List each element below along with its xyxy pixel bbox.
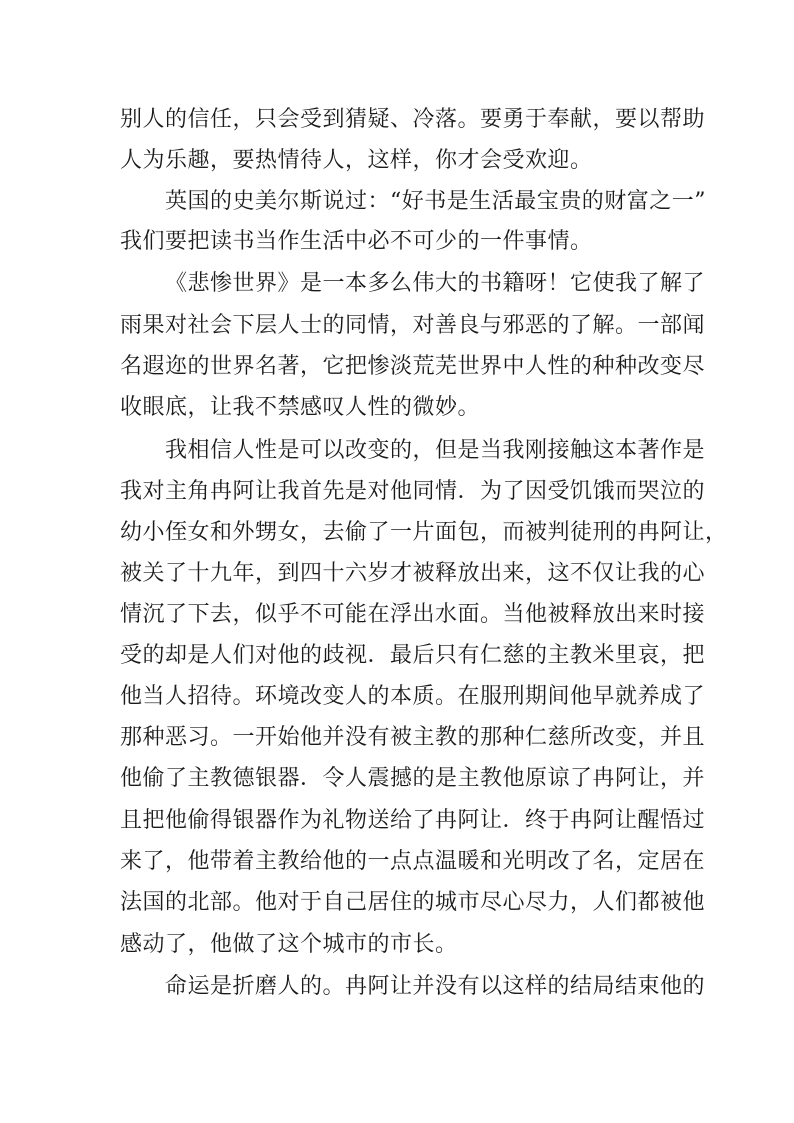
text-line: 别人的信任，只会受到猜疑、冷落。要勇于奉献，要以帮助 xyxy=(120,107,706,132)
text-line: 被关了十九年，到四十六岁才被释放出来，这不仅让我的心 xyxy=(120,561,706,586)
text-line: 名遐迩的世界名著，它把惨淡荒芜世界中人性的种种改变尽 xyxy=(120,354,706,379)
text-line: 受的却是人们对他的歧视．最后只有仁慈的主教米里哀，把 xyxy=(120,643,706,668)
text-line: 法国的北部。他对于自己居住的城市尽心尽力，人们都被他 xyxy=(120,890,706,915)
text-line: 他当人招待。环境改变人的本质。在服刑期间他早就养成了 xyxy=(120,684,706,709)
text-line: 收眼底，让我不禁感叹人性的微妙。 xyxy=(120,395,481,420)
text-line: 且把他偷得银器作为礼物送给了冉阿让．终于冉阿让醒悟过 xyxy=(120,808,706,833)
text-line: 幼小侄女和外甥女，去偷了一片面包，而被判徒刑的冉阿让， xyxy=(120,520,728,545)
text-line: 我相信人性是可以改变的，但是当我刚接触这本著作是 xyxy=(165,438,706,463)
text-line: 英国的史美尔斯说过：“好书是生活最宝贵的财富之一” xyxy=(165,189,706,214)
text-line: 情沉了下去，似乎不可能在浮出水面。当他被释放出来时接 xyxy=(120,602,706,627)
text-line: 我对主角冉阿让我首先是对他同情．为了因受饥饿而哭泣的 xyxy=(120,479,706,504)
text-line: 人为乐趣，要热情待人，这样，你才会受欢迎。 xyxy=(120,148,593,173)
text-line: 我们要把读书当作生活中必不可少的一件事情。 xyxy=(120,229,593,254)
text-line: 感动了，他做了这个城市的市长。 xyxy=(120,932,458,957)
text-line: 《悲惨世界》是一本多么伟大的书籍呀！它使我了解了 xyxy=(165,271,706,296)
text-line: 命运是折磨人的。冉阿让并没有以这样的结局结束他的 xyxy=(165,974,706,999)
text-line: 他偷了主教德银器．令人震撼的是主教他原谅了冉阿让，并 xyxy=(120,766,706,791)
text-line: 那种恶习。一开始他并没有被主教的那种仁慈所改变，并且 xyxy=(120,725,706,750)
text-line: 雨果对社会下层人士的同情，对善良与邪恶的了解。一部闻 xyxy=(120,313,706,338)
text-line: 来了，他带着主教给他的一点点温暖和光明改了名，定居在 xyxy=(120,849,706,874)
